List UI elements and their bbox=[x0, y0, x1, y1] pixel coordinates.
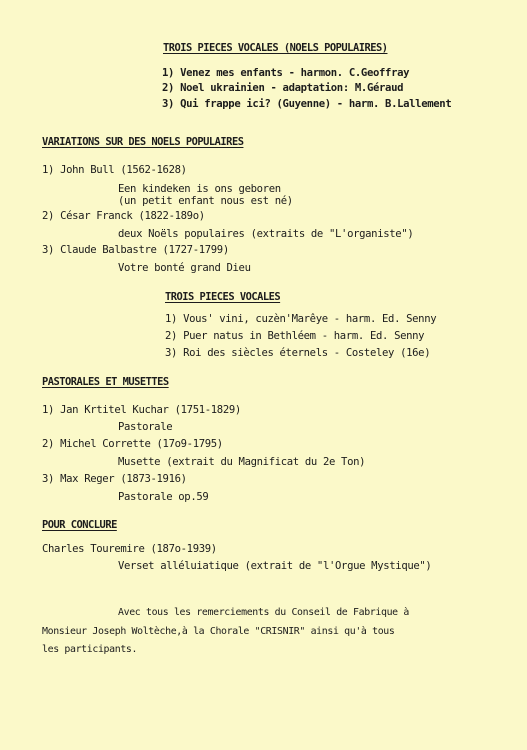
work-line: (un petit enfant nous est né) bbox=[118, 195, 293, 207]
work-line: Votre bonté grand Dieu bbox=[118, 262, 251, 274]
composer-line: Charles Touremire (187o-1939) bbox=[42, 543, 217, 555]
section4-title: PASTORALES ET MUSETTES bbox=[42, 376, 169, 388]
section3-item: 3) Roi des siècles éternels - Costeley (16e) bbox=[165, 347, 431, 359]
composer-line: 3) Max Reger (1873-1916) bbox=[42, 473, 187, 485]
section3-title: TROIS PIECES VOCALES bbox=[165, 291, 281, 303]
work-line: Pastorale op.59 bbox=[118, 491, 209, 503]
section2-title: VARIATIONS SUR DES NOELS POPULAIRES bbox=[42, 136, 244, 148]
closing-line: Avec tous les remerciements du Conseil de Fabrique à bbox=[118, 607, 409, 618]
composer-line: 3) Claude Balbastre (1727-1799) bbox=[42, 244, 229, 256]
work-line: deux Noëls populaires (extraits de "L'organiste") bbox=[118, 228, 414, 240]
closing-line: les participants. bbox=[42, 644, 138, 655]
work-line: Pastorale bbox=[118, 421, 173, 433]
section1-item: 2) Noel ukrainien - adaptation: M.Géraud bbox=[162, 82, 404, 94]
work-line: Een kindeken is ons geboren bbox=[118, 183, 281, 195]
composer-line: 2) César Franck (1822-189o) bbox=[42, 210, 205, 222]
composer-line: 2) Michel Corrette (17o9-1795) bbox=[42, 438, 223, 450]
work-line: Musette (extrait du Magnificat du 2e Ton) bbox=[118, 456, 366, 468]
closing-line: Monsieur Joseph Woltèche,à la Chorale "CRISNIR" ainsi qu'à tous bbox=[42, 626, 395, 637]
section1-title: TROIS PIECES VOCALES (NOELS POPULAIRES) bbox=[163, 42, 388, 54]
section3-item: 1) Vous' vini, cuzèn'Marêye - harm. Ed. Senny bbox=[165, 313, 437, 325]
section3-item: 2) Puer natus in Bethléem - harm. Ed. Senny bbox=[165, 330, 425, 342]
section5-title: POUR CONCLURE bbox=[42, 519, 117, 531]
section1-item: 3) Qui frappe ici? (Guyenne) - harm. B.Lallement bbox=[162, 98, 452, 110]
composer-line: 1) John Bull (1562-1628) bbox=[42, 164, 187, 176]
section1-item: 1) Venez mes enfants - harmon. C.Geoffray bbox=[162, 67, 410, 79]
composer-line: 1) Jan Krtitel Kuchar (1751-1829) bbox=[42, 404, 241, 416]
work-line: Verset alléluiatique (extrait de "l'Orgue Mystique") bbox=[118, 560, 432, 572]
